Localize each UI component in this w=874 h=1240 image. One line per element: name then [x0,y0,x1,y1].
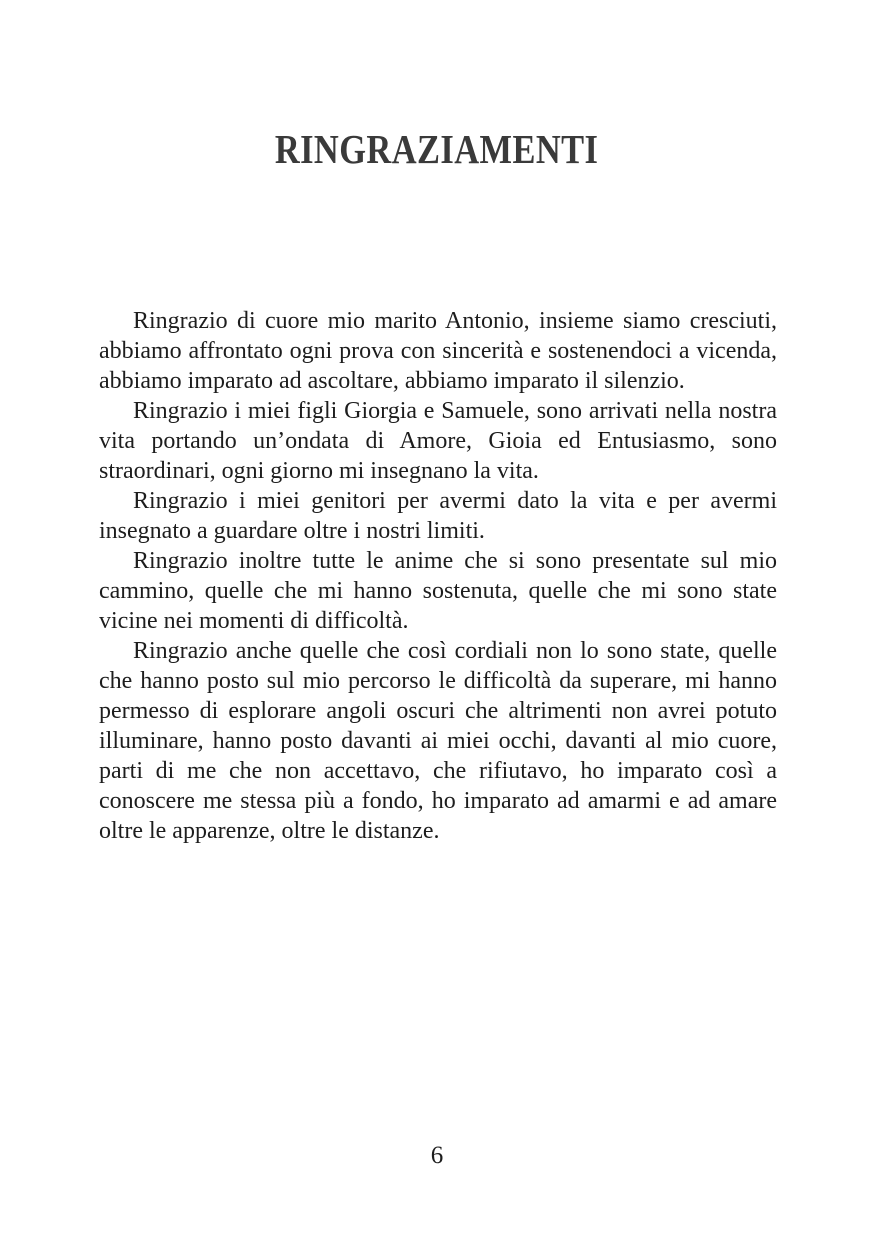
paragraph: Ringrazio i miei genitori per avermi dato la vita e per avermi insegnato a guardare oltre i nostri limiti. [99,488,777,544]
page-title [0,126,874,172]
paragraph: Ringrazio i miei figli Giorgia e Samuele, sono arrivati nella nostra vita portando un’ondata di Amore, Gioia ed Entusiasmo, sono straordinari, ogni giorno mi insegnano la vita. [99,398,777,484]
paragraph: Ringrazio di cuore mio marito Antonio, insieme siamo cresciuti, abbiamo affrontato ogni prova con sincerità e sostenendoci a vicenda, abbiamo imparato ad ascoltare, abbiamo imparato il silenzio. [99,308,777,394]
page-number: 6 [430,1142,444,1169]
paragraph: Ringrazio anche quelle che così cordiali non lo sono state, quelle che hanno posto sul mio percorso le difficoltà da superare, mi hanno permesso di esplorare angoli oscuri che altrimenti non avrei potuto illuminare, hanno posto davanti ai miei occhi, davanti al mio cuore, parti di me che non accettavo, che rifiutavo, ho imparato così a conoscere me stessa più a fondo, ho imparato ad amarmi e ad amare oltre le apparenze, oltre le distanze. [99,638,777,844]
paragraph: Ringrazio inoltre tutte le anime che si sono presentate sul mio cammino, quelle che mi hanno sostenuta, quelle che mi sono state vicine nei momenti di difficoltà. [99,548,777,634]
body-text [99,306,777,846]
page-title-text: RINGRAZIAMENTI [275,126,599,172]
